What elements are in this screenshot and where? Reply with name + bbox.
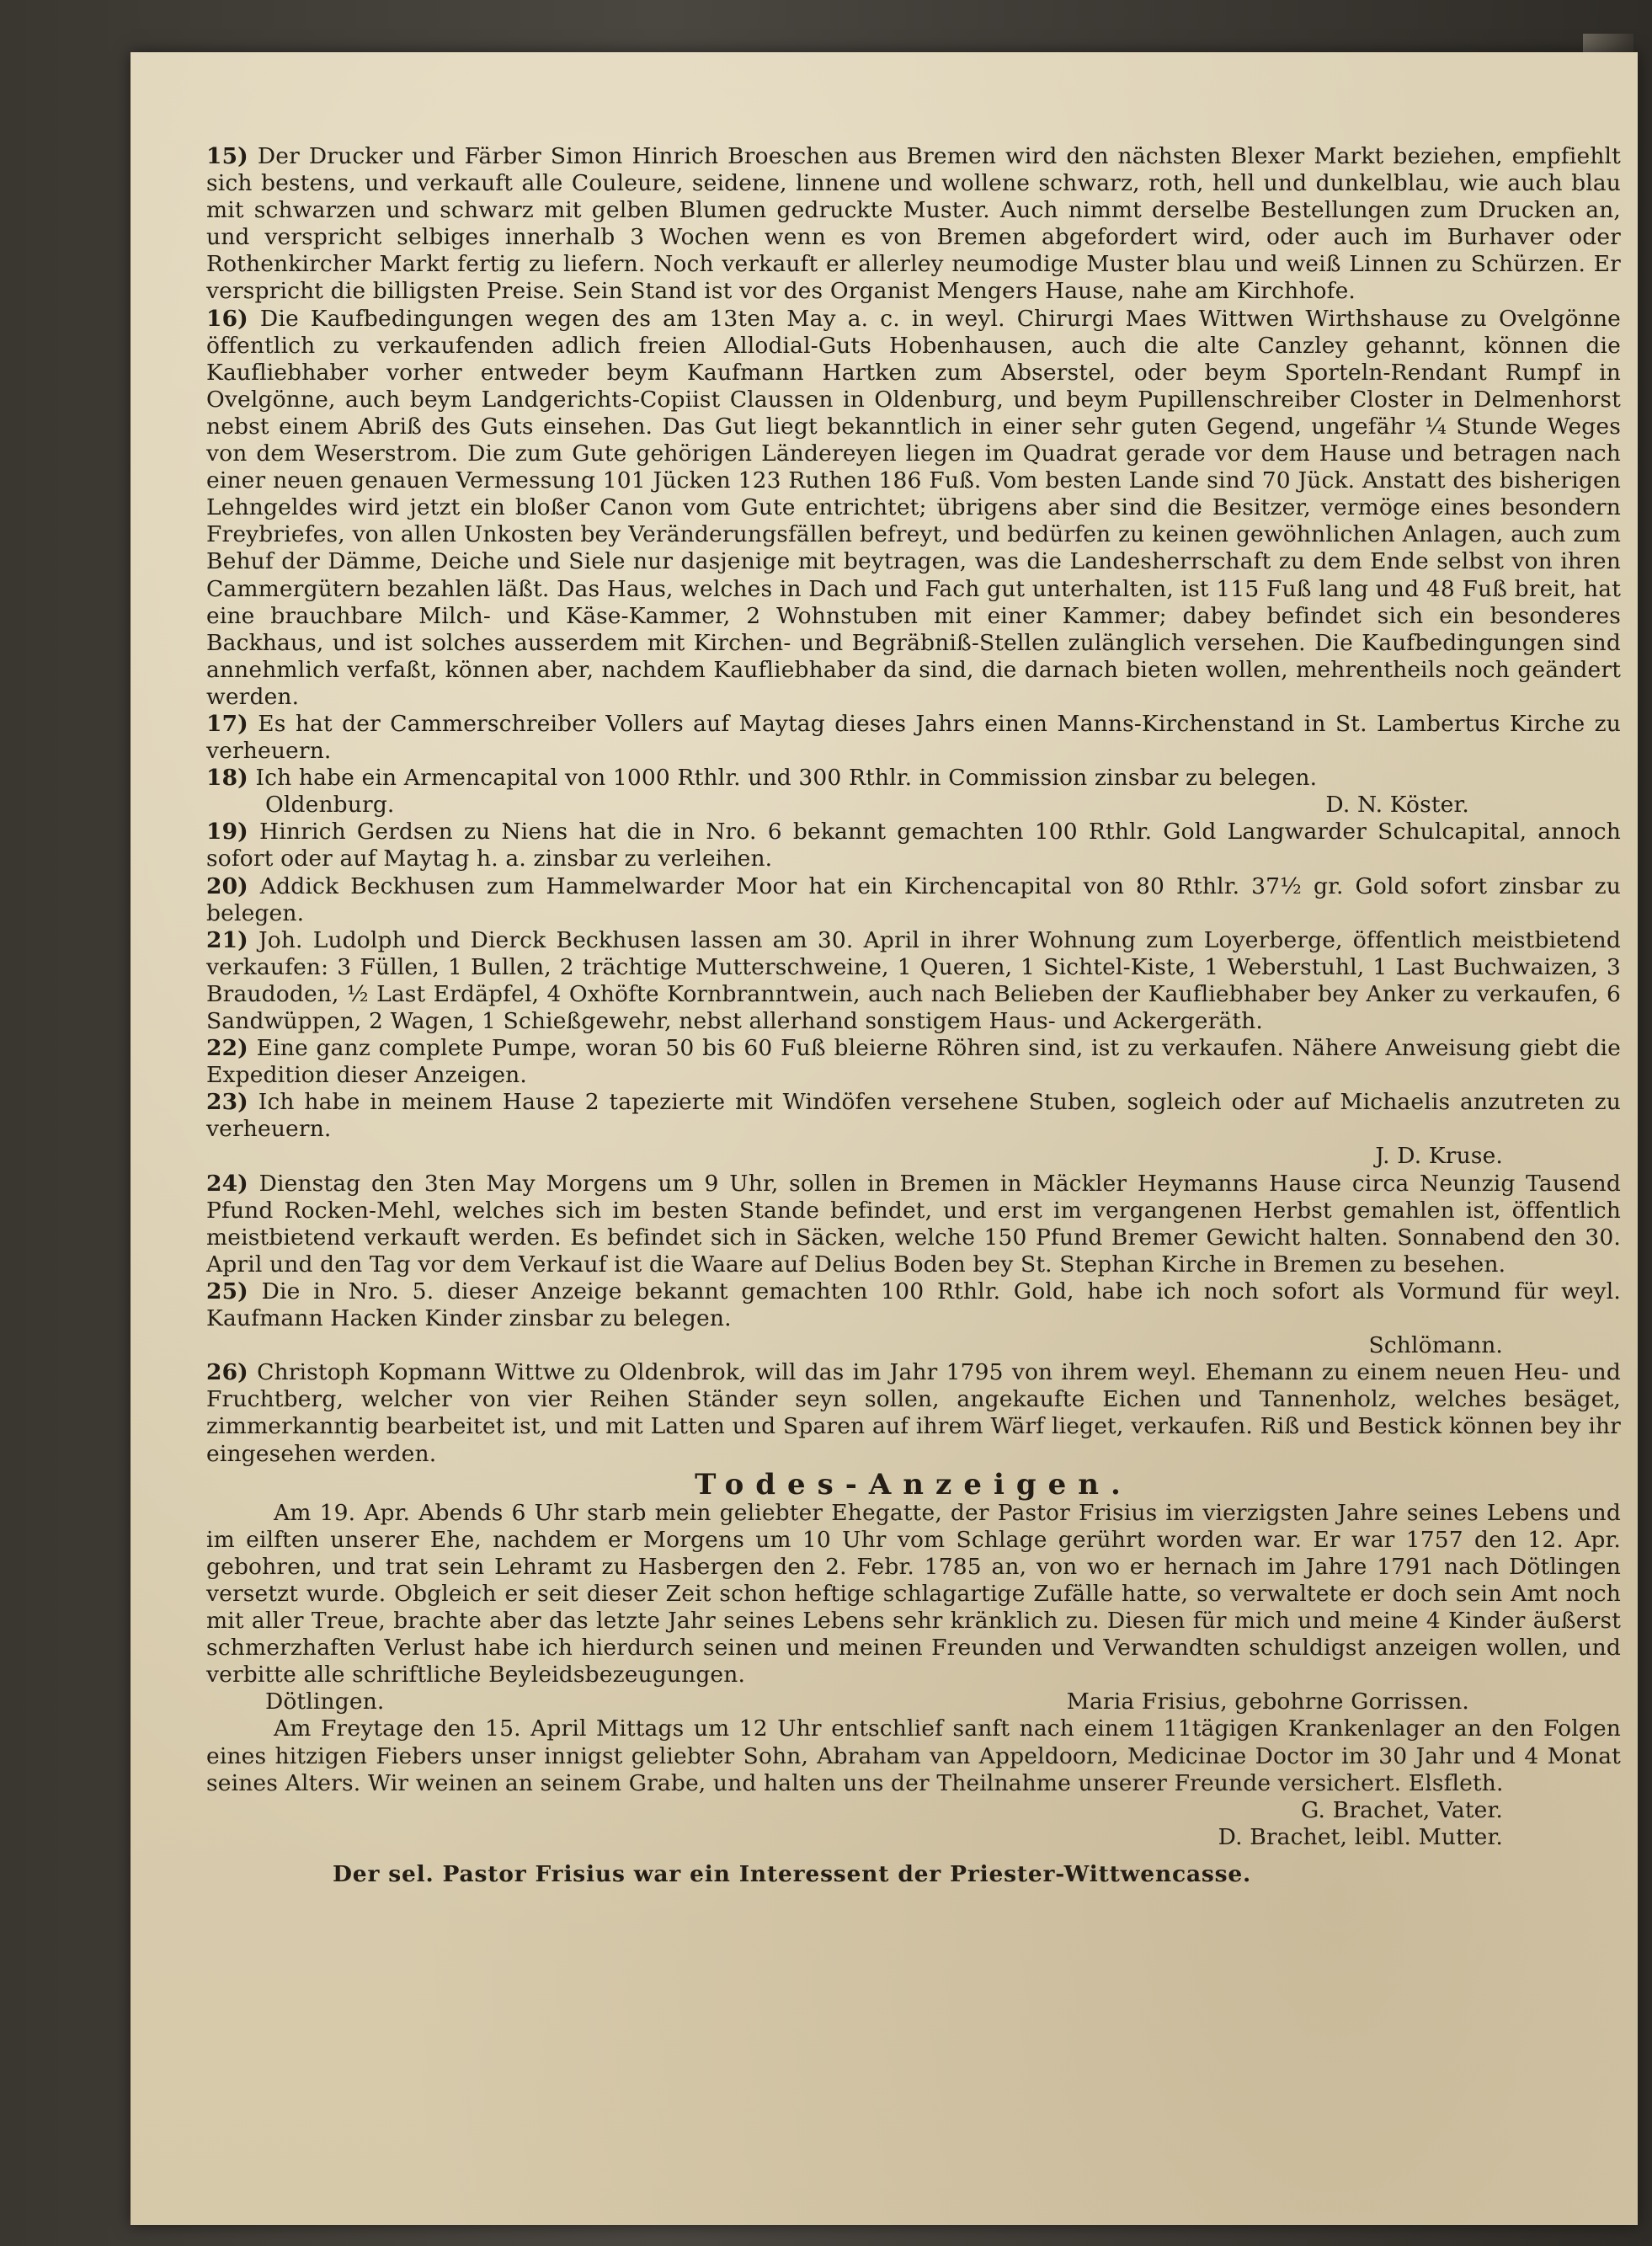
ad-16 (206, 306, 1621, 711)
ad-number: 22) (206, 1035, 248, 1062)
ad-number: 19) (206, 819, 248, 846)
ad-22 (206, 1035, 1621, 1089)
ad-number: 15) (206, 143, 248, 169)
closing-note: Der sel. Pastor Frisius war ein Interessent der Priester-Wittwencasse. (333, 1860, 1252, 1887)
death-notices-heading: Todes-Anzeigen. (695, 1467, 1132, 1502)
death-notice-appeldoorn-signature-father: G. Brachet, Vater. (1301, 1796, 1503, 1823)
ad-17 (206, 711, 1621, 765)
ad-number: 24) (206, 1170, 248, 1197)
ad-text: Der Drucker und Färber Simon Hinrich Broeschen aus Bremen wird den nächsten Blexer Markt beziehen, empfiehlt sich bestens, und verkauft alle Couleure, seidene, linnene und wollene schwarz, roth, hell und dunkelblau, wie auch blau mit schwarzen und schwarz mit gelben Blumen gedruckte Muster. Auch nimmt derselbe Bestellungen zum Drucken an, und verspricht selbiges innerhalb 3 Wochen wenn es von Bremen abgefordert wird, oder auch im Burhaver oder Rothenkircher Markt fertig zu liefern. Noch verkauft er allerley neumodige Muster blau und weiß Linnen zu Schürzen. Er verspricht die billigsten Preise. Sein Stand ist vor des Organist Mengers Hause, nahe am Kirchhofe. (206, 143, 1621, 305)
death-notice-frisius: Am 19. Apr. Abends 6 Uhr starb mein geliebter Ehegatte, der Pastor Frisius im vierzigsten Jahre seines Lebens und im eilften unserer Ehe, nachdem er Morgens um 10 Uhr vom Schlage gerührt worden war. Er war 1757 den 12. Apr. gebohren, und trat sein Lehramt zu Hasbergen den 2. Febr. 1785 an, von wo er hernach im Jahre 1791 nach Dötlingen versetzt wurde. Obgleich er seit dieser Zeit schon heftige schlagartige Zufälle hatte, so verwaltete er doch sein Amt noch mit aller Treue, brachte aber das letzte Jahr seines Lebens sehr kränklich zu. Diesen für mich und meine 4 Kinder äußerst schmerzhaften Verlust habe ich hierdurch seinen und meinen Freunden und Verwandten schuldigst anzeigen wollen, und verbitte alle schriftliche Beyleidsbezeugungen. (206, 1499, 1621, 1689)
ad-24 (206, 1171, 1621, 1278)
ad-number: 23) (206, 1089, 248, 1116)
ad-23 (206, 1089, 1621, 1143)
death-notice-frisius-signature (206, 1689, 1621, 1715)
ad-text: Eine ganz complete Pumpe, woran 50 bis 60 Fuß bleierne Röhren sind, ist zu verkaufen. Nähere Anweisung giebt die Expedition dieser Anzeigen. (206, 1035, 1621, 1089)
ad-number: 21) (206, 926, 248, 953)
newspaper-page (131, 52, 1638, 2225)
signature-place: Oldenburg. (265, 792, 395, 819)
ad-text: Addick Beckhusen zum Hammelwarder Moor hat ein Kirchencapital von 80 Rthlr. 37½ gr. Gold sofort zinsbar zu belegen. (206, 872, 1622, 926)
ad-25-signature: Schlömann. (1368, 1332, 1503, 1359)
ad-18 (206, 765, 1621, 792)
ad-19 (206, 819, 1621, 872)
death-notice-appeldoorn: Am Freytage den 15. April Mittags um 12 Uhr entschlief sanft nach einem 11tägigen Krankenlager an den Folgen eines hitzigen Fiebers unser innigst geliebter Sohn, Abraham van Appeldoorn, Medicinae Doctor im 30 Jahr und 4 Monat seines Alters. Wir weinen an seinem Grabe, und halten uns der Theilnahme unserer Freunde versichert. Elsfleth. (206, 1715, 1621, 1796)
ad-26 (206, 1359, 1621, 1467)
ad-text: Ich habe ein Armencapital von 1000 Rthlr. und 300 Rthlr. in Commission zinsbar zu belegen. (255, 765, 1318, 792)
ad-text: Hinrich Gerdsen zu Niens hat die in Nro. 6 bekannt gemachten 100 Rthlr. Gold Langwarder Schulcapital, annoch sofort oder auf Maytag h. a. zinsbar zu verleihen. (206, 819, 1621, 872)
page-text (206, 143, 1621, 1888)
ad-21 (206, 927, 1621, 1035)
ad-number: 20) (206, 872, 248, 899)
signature-name: Maria Frisius, gebohrne Gorrissen. (1066, 1689, 1469, 1715)
ad-25 (206, 1278, 1621, 1332)
ad-number: 25) (206, 1278, 248, 1304)
ad-text: Dienstag den 3ten May Morgens um 9 Uhr, sollen in Bremen in Mäckler Heymanns Hause circa Neunzig Tausend Pfund Rocken-Mehl, welches sich im besten Stande befindet, und erst im vergangenen Herbst gemahlen ist, öffentlich meistbietend verkauft werden. Es befindet sich in Säcken, welche 150 Pfund Bremer Gewicht halten. Sonnabend den 30. April und den Tag vor dem Verkauf ist die Waare auf Delius Boden bey St. Stephan Kirche in Bremen zu besehen. (206, 1170, 1621, 1278)
ad-number: 16) (206, 305, 248, 332)
ad-text: Joh. Ludolph und Dierck Beckhusen lassen am 30. April in ihrer Wohnung zum Loyerberge, öffentlich meistbietend verkaufen: 3 Füllen, 1 Bullen, 2 trächtige Mutterschweine, 1 Queren, 1 Sichtel-Kiste, 1 Weberstuhl, 1 Last Buchwaizen, 3 Braudoden, ½ Last Erdäpfel, 4 Oxhöfte Kornbranntwein, auch nach Belieben der Kaufliebhaber bey Anker zu verkaufen, 6 Sandwüppen, 2 Wagen, 1 Schießgewehr, nebst allerhand sonstigem Haus- und Ackergeräth. (206, 926, 1622, 1034)
ad-18-signature (206, 792, 1621, 819)
ad-text: Die in Nro. 5. dieser Anzeige bekannt gemachten 100 Rthlr. Gold, habe ich noch sofort als Vormund für weyl. Kaufmann Hacken Kinder zinsbar zu belegen. (206, 1278, 1621, 1332)
ad-15 (206, 143, 1621, 306)
ad-number: 18) (206, 765, 248, 792)
signature-place: Dötlingen. (265, 1689, 385, 1715)
ad-number: 26) (206, 1359, 248, 1386)
ad-text: Die Kaufbedingungen wegen des am 13ten May a. c. in weyl. Chirurgi Maes Wittwen Wirthshause zu Ovelgönne öffentlich zu verkaufenden adlich freien Allodial-Guts Hobenhausen, auch die alte Canzley gehannt, können die Kaufliebhaber vorher entweder beym Kaufmann Hartken zum Abserstel, oder beym Sporteln-Rendant Rumpf in Ovelgönne, auch beym Landgerichts-Copiist Claussen in Oldenburg, und beym Pupillenschreiber Closter in Delmenhorst nebst einem Abriß des Guts einsehen. Das Gut liegt bekanntlich in einer sehr guten Gegend, ungefähr ¼ Stunde Weges von dem Weserstrom. Die zum Gute gehörigen Ländereyen liegen im Quadrat gerade vor dem Hause und betragen nach einer neuen genauen Vermessung 101 Jücken 123 Ruthen 186 Fuß. Vom besten Lande sind 70 Jück. Anstatt des bisherigen Lehngeldes wird jetzt ein bloßer Canon vom Gute entrichtet; übrigens aber sind die Besitzer, vermöge eines besondern Freybriefes, von allen Unkosten bey Veränderungsfällen befreyt, und bedürfen zu keinen gewöhnlichen Anlagen, auch zum Behuf der Dämme, Deiche und Siele nur dasjenige mit beytragen, was die Landesherrschaft zu dem Ende selbst von ihren Cammergütern bezahlen läßt. Das Haus, welches in Dach und Fach gut unterhalten, ist 115 Fuß lang und 48 Fuß breit, hat eine brauchbare Milch- und Käse-Kammer, 2 Wohnstuben mit einer Kammer; dabey befindet sich ein besonderes Backhaus, und ist solches ausserdem mit Kirchen- und Begräbniß-Stellen zulänglich versehen. Die Kaufbedingungen sind annehmlich verfaßt, können aber, nachdem Kaufliebhaber da sind, die darnach bieten wollen, mehrentheils noch geändert werden. (206, 305, 1621, 710)
signature-name: D. N. Köster. (1325, 792, 1469, 819)
ad-20 (206, 873, 1621, 927)
ad-text: Es hat der Cammerschreiber Vollers auf Maytag dieses Jahrs einen Manns-Kirchenstand in St. Lambertus Kirche zu verheuern. (206, 710, 1621, 765)
ad-text: Ich habe in meinem Hause 2 tapezierte mit Windöfen versehene Stuben, sogleich oder auf Michaelis anzutreten zu verheuern. (206, 1089, 1621, 1143)
ad-23-signature: J. D. Kruse. (1375, 1143, 1503, 1170)
ad-text: Christoph Kopmann Wittwe zu Oldenbrok, will das im Jahr 1795 von ihrem weyl. Ehemann zu einem neuen Heu- und Fruchtberg, welcher von vier Reihen Ständer seyn sollen, angekaufte Eichen und Tannenholz, welches besäget, zimmerkanntig bearbeitet ist, und mit Latten und Sparen auf ihrem Wärf lieget, verkaufen. Riß und Bestick können bey ihr eingesehen werden. (206, 1359, 1622, 1467)
death-notice-appeldoorn-signature-mother: D. Brachet, leibl. Mutter. (1218, 1823, 1503, 1850)
ad-number: 17) (206, 710, 248, 737)
